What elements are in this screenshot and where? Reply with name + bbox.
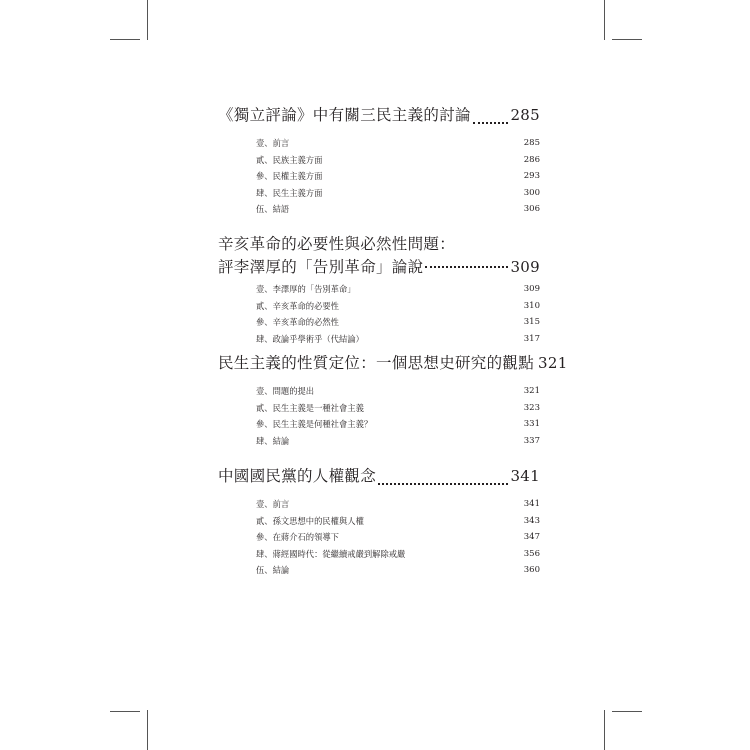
- leader-dots: [473, 122, 509, 124]
- entry-page-number: 285: [523, 138, 540, 148]
- crop-mark-top-left: [147, 0, 148, 40]
- entry-label: 壹、問題的提出: [256, 386, 315, 396]
- toc-entry[interactable]: [256, 562, 540, 579]
- entry-label: 參、辛亥革命的必然性: [256, 317, 339, 328]
- entry-label: 貳、民生主義是一種社會主義: [256, 402, 364, 413]
- section-entries: [256, 383, 540, 449]
- section-page-number: 309: [510, 258, 540, 276]
- section-title-line[interactable]: [218, 255, 540, 277]
- entry-label: 伍、結語: [256, 204, 290, 215]
- crop-mark-top-right: [604, 0, 605, 40]
- section-title-continued: 評李澤厚的「告別革命」論說: [218, 258, 424, 276]
- entry-label: 參、民權主義方面: [256, 171, 323, 182]
- entry-page-number: 286: [523, 154, 540, 165]
- entry-page-number: 343: [523, 515, 540, 526]
- entry-page-number: 331: [523, 419, 540, 430]
- entry-page-number: 341: [523, 499, 540, 509]
- entry-page-number: 300: [523, 187, 540, 198]
- crop-mark-left-top: [110, 39, 140, 40]
- section-page-number: 341: [510, 467, 540, 485]
- section-title-line[interactable]: [218, 464, 540, 494]
- entry-page-number: 317: [523, 333, 540, 344]
- entry-page-number: 337: [523, 435, 540, 446]
- toc-entry[interactable]: [256, 201, 540, 218]
- toc-section: [218, 103, 540, 218]
- section-title: 中國國民黨的人權觀念: [218, 467, 377, 485]
- entry-label: 肆、政論乎學術乎（代結論）: [256, 333, 364, 344]
- entry-label: 參、民生主義是何種社會主義？: [256, 419, 373, 430]
- toc-section: [218, 233, 540, 347]
- section-title: 《獨立評論》中有關三民主義的討論: [218, 106, 471, 124]
- entry-page-number: 293: [523, 171, 540, 182]
- entry-label: 壹、前言: [256, 138, 290, 148]
- crop-mark-bottom-right: [604, 710, 605, 750]
- entry-page-number: 321: [523, 386, 540, 396]
- crop-mark-left-bottom: [110, 711, 140, 712]
- entry-label: 肆、蔣經國時代：從繼續戒嚴到解除戒嚴: [256, 548, 406, 559]
- entry-page-number: 360: [523, 565, 540, 576]
- entry-page-number: 356: [523, 548, 540, 559]
- toc-entry[interactable]: [256, 281, 540, 298]
- leader-dots: [425, 266, 508, 268]
- entry-label: 伍、結論: [256, 565, 290, 576]
- entry-label: 壹、前言: [256, 499, 290, 509]
- entry-label: 貳、孫文思想中的民權與人權: [256, 515, 364, 526]
- section-title-line[interactable]: [218, 103, 540, 133]
- entry-label: 肆、民生主義方面: [256, 187, 323, 198]
- section-title-line[interactable]: [218, 351, 568, 381]
- entry-page-number: 323: [523, 402, 540, 413]
- toc-entry[interactable]: [256, 331, 540, 348]
- toc-entry[interactable]: [256, 400, 540, 417]
- toc-entry[interactable]: [256, 513, 540, 530]
- section-page-number: 321: [538, 354, 568, 372]
- toc-entry[interactable]: [256, 433, 540, 450]
- toc-entry[interactable]: [256, 314, 540, 331]
- toc-section: [218, 464, 540, 579]
- toc-entry[interactable]: [256, 152, 540, 169]
- toc-entry[interactable]: [256, 416, 540, 433]
- toc-entry[interactable]: [256, 135, 540, 152]
- toc-entry[interactable]: [256, 168, 540, 185]
- toc-entry[interactable]: [256, 546, 540, 563]
- crop-mark-right-bottom: [612, 711, 642, 712]
- toc-entry[interactable]: [256, 298, 540, 315]
- crop-mark-right-top: [612, 39, 642, 40]
- toc-entry[interactable]: [256, 185, 540, 202]
- entry-label: 參、在蔣介石的領導下: [256, 532, 339, 543]
- section-page-number: 285: [510, 106, 540, 124]
- entry-page-number: 306: [523, 204, 540, 215]
- leader-dots: [378, 483, 508, 485]
- toc-section: [218, 351, 568, 449]
- entry-label: 貳、辛亥革命的必要性: [256, 300, 339, 311]
- entry-label: 肆、結論: [256, 435, 290, 446]
- toc-entry[interactable]: [256, 529, 540, 546]
- entry-page-number: 310: [523, 300, 540, 311]
- section-title[interactable]: 辛亥革命的必要性與必然性問題：: [218, 235, 456, 253]
- entry-label: 貳、民族主義方面: [256, 154, 323, 165]
- entry-label: 壹、李澤厚的「告別革命」: [256, 284, 356, 294]
- crop-mark-bottom-left: [147, 710, 148, 750]
- section-entries: [256, 496, 540, 579]
- entry-page-number: 315: [523, 317, 540, 328]
- entry-page-number: 309: [523, 284, 540, 294]
- entry-page-number: 347: [523, 532, 540, 543]
- toc-entry[interactable]: [256, 383, 540, 400]
- section-title: 民生主義的性質定位：一個思想史研究的觀點: [218, 354, 535, 372]
- toc-entry[interactable]: [256, 496, 540, 513]
- section-entries: [256, 135, 540, 218]
- section-entries: [256, 281, 540, 347]
